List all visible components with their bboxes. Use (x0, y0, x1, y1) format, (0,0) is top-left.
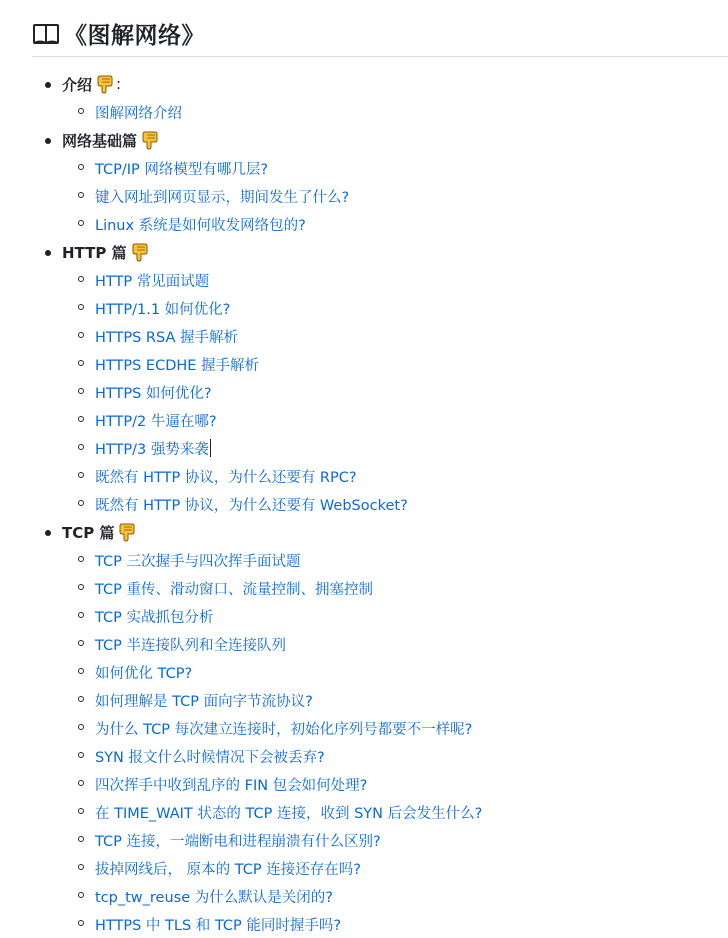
section-link-list (0, 98, 728, 126)
section-header (0, 238, 728, 266)
toc-link[interactable]: HTTP/3 强势来袭 (95, 441, 209, 458)
list-item (0, 266, 728, 294)
section-title: 介绍 (62, 75, 93, 94)
pointing-down-hand-icon (131, 242, 149, 262)
list-item (0, 210, 728, 238)
text-cursor (210, 439, 211, 457)
section-link-list (0, 266, 728, 518)
toc-link[interactable]: HTTPS 如何优化? (95, 385, 212, 402)
list-item (0, 910, 728, 938)
list-item (0, 602, 728, 630)
toc-link[interactable]: Linux 系统是如何收发网络包的? (95, 217, 306, 234)
open-book-icon (32, 19, 60, 47)
toc-section (0, 70, 728, 126)
toc-link[interactable]: TCP 实战抓包分析 (95, 609, 214, 626)
toc-link[interactable]: 在 TIME_WAIT 状态的 TCP 连接，收到 SYN 后会发生什么? (95, 805, 483, 822)
toc-link[interactable]: HTTP/2 牛逼在哪? (95, 413, 217, 430)
list-item (0, 322, 728, 350)
section-header (0, 518, 728, 546)
section-header (0, 126, 728, 154)
list-item (0, 854, 728, 882)
list-item (0, 630, 728, 658)
section-colon: : (116, 75, 122, 93)
page-heading (32, 14, 728, 57)
page-title: 《图解网络》 (64, 22, 205, 49)
pointing-down-hand-icon (118, 522, 136, 542)
toc-link[interactable]: TCP/IP 网络模型有哪几层? (95, 161, 269, 178)
list-item (0, 686, 728, 714)
list-item (0, 490, 728, 518)
toc-link[interactable]: SYN 报文什么时候情况下会被丢弃? (95, 749, 325, 766)
section-list (0, 70, 728, 938)
toc-section (0, 238, 728, 518)
toc-link[interactable]: 键入网址到网页显示，期间发生了什么? (95, 189, 350, 206)
list-item (0, 434, 728, 462)
toc-link[interactable]: TCP 三次握手与四次挥手面试题 (95, 553, 301, 570)
list-item (0, 406, 728, 434)
list-item (0, 350, 728, 378)
toc-link[interactable]: HTTPS ECDHE 握手解析 (95, 357, 260, 374)
toc-link[interactable]: HTTP 常见面试题 (95, 273, 210, 290)
list-item (0, 714, 728, 742)
toc-link[interactable]: 为什么 TCP 每次建立连接时，初始化序列号都要不一样呢? (95, 721, 473, 738)
list-item (0, 546, 728, 574)
list-item (0, 378, 728, 406)
toc-link[interactable]: TCP 连接，一端断电和进程崩溃有什么区别? (95, 833, 381, 850)
section-title: HTTP 篇 (62, 243, 127, 262)
list-item (0, 798, 728, 826)
list-item (0, 462, 728, 490)
list-item (0, 658, 728, 686)
section-title: 网络基础篇 (62, 131, 138, 150)
toc-link[interactable]: tcp_tw_reuse 为什么默认是关闭的? (95, 889, 333, 906)
section-link-list (0, 154, 728, 238)
toc-section (0, 126, 728, 238)
pointing-down-hand-icon (96, 74, 114, 94)
toc-link[interactable]: HTTPS RSA 握手解析 (95, 329, 238, 346)
list-item (0, 770, 728, 798)
toc-link[interactable]: HTTPS 中 TLS 和 TCP 能同时握手吗? (95, 917, 342, 934)
list-item (0, 574, 728, 602)
toc-link[interactable]: 四次挥手中收到乱序的 FIN 包会如何处理? (95, 777, 368, 794)
section-header (0, 70, 728, 98)
pointing-down-hand-icon (141, 130, 159, 150)
toc-link[interactable]: 如何优化 TCP? (95, 665, 193, 682)
list-item (0, 826, 728, 854)
table-of-contents (0, 70, 728, 938)
toc-link[interactable]: 既然有 HTTP 协议，为什么还要有 WebSocket? (95, 497, 408, 514)
toc-link[interactable]: 拔掉网线后， 原本的 TCP 连接还存在吗? (95, 861, 361, 878)
section-title: TCP 篇 (62, 523, 115, 542)
toc-link[interactable]: HTTP/1.1 如何优化? (95, 301, 231, 318)
list-item (0, 182, 728, 210)
toc-link[interactable]: 图解网络介绍 (95, 105, 182, 122)
list-item (0, 154, 728, 182)
toc-section (0, 518, 728, 938)
list-item (0, 98, 728, 126)
list-item (0, 294, 728, 322)
toc-link[interactable]: TCP 半连接队列和全连接队列 (95, 637, 286, 654)
list-item (0, 742, 728, 770)
toc-link[interactable]: 既然有 HTTP 协议，为什么还要有 RPC? (95, 469, 357, 486)
toc-link[interactable]: TCP 重传、滑动窗口、流量控制、拥塞控制 (95, 581, 373, 598)
list-item (0, 882, 728, 910)
toc-link[interactable]: 如何理解是 TCP 面向字节流协议? (95, 693, 313, 710)
section-link-list (0, 546, 728, 938)
